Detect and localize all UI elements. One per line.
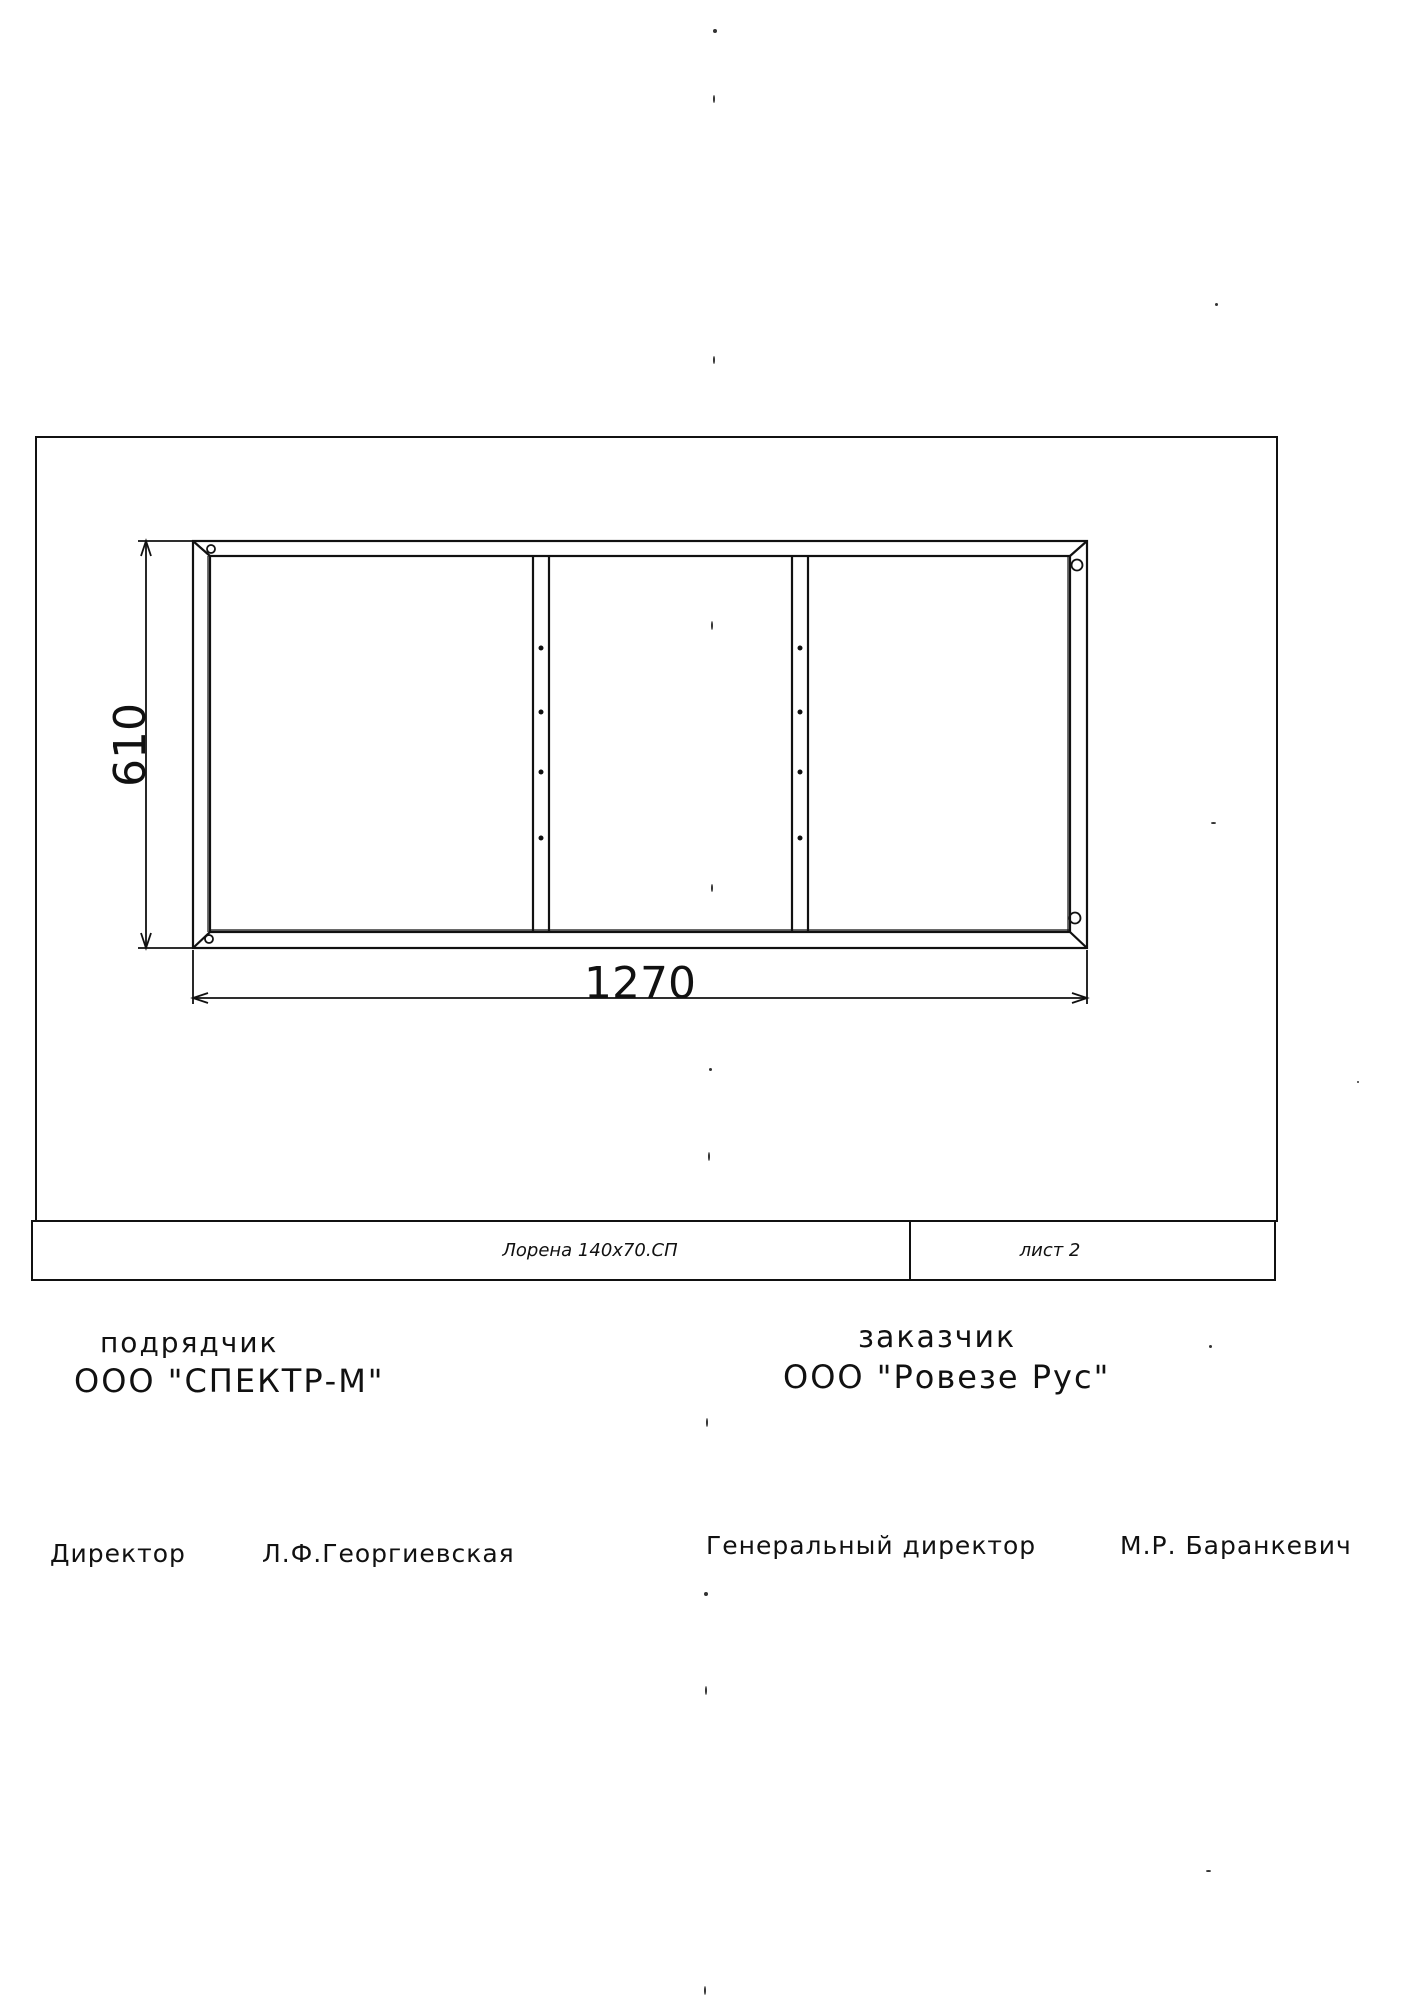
dimension-width-label: 1270: [584, 958, 696, 1009]
customer-role: заказчик: [858, 1320, 1017, 1355]
mullion-fasteners: [539, 646, 803, 841]
frame-outline: [193, 541, 1087, 948]
mullion-right: [792, 556, 808, 932]
customer-company: ООО "Ровезе Рус": [783, 1358, 1111, 1396]
customer-position: Генеральный директор: [706, 1531, 1037, 1560]
customer-name: М.Р. Баранкевич: [1120, 1531, 1352, 1560]
contractor-position: Директор: [50, 1539, 186, 1568]
mullion-left: [533, 556, 549, 932]
drawing-frame: [36, 437, 1277, 1221]
title-block-sheet: лист 2: [1019, 1240, 1081, 1261]
contractor-name: Л.Ф.Георгиевская: [262, 1539, 515, 1568]
contractor-company: ООО "СПЕКТР-М": [74, 1362, 385, 1400]
title-block-designation: Лорена 140х70.СП: [502, 1240, 678, 1261]
contractor-role: подрядчик: [100, 1326, 279, 1359]
corner-holes: [205, 545, 1083, 943]
dimension-height-label: 610: [105, 703, 156, 787]
